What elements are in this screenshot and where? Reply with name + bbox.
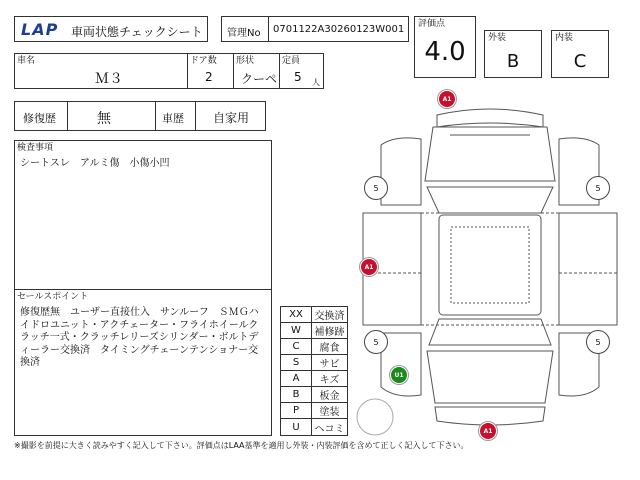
damage-legend xyxy=(280,306,348,436)
legend-row: XX 交換済 xyxy=(281,307,347,323)
damage-marker-rear: A1 xyxy=(479,422,497,440)
tire-rear-left: 5 xyxy=(364,330,388,354)
footer-note: ※撮影を前提に大きく読みやすく記入して下さい。評価点はLAA基準を適用し外装・内装評価を含めて正しく記入して下さい。 xyxy=(14,441,469,450)
car-diagram xyxy=(355,95,625,437)
score-label: 評価点 xyxy=(418,19,446,29)
legend-row: S サビ xyxy=(281,355,347,371)
tire-rear-right: 5 xyxy=(586,330,610,354)
exterior-label: 外装 xyxy=(488,33,507,43)
inspection-box xyxy=(14,140,272,436)
vehicle-category-label: 車歴 xyxy=(162,112,184,125)
interior-grade-box xyxy=(551,30,609,78)
score-value: 4.0 xyxy=(424,37,466,67)
legend-row: B 板金 xyxy=(281,387,347,403)
selling-points-label: セールスポイント xyxy=(17,292,89,302)
history-row xyxy=(14,101,266,131)
shape-label: 形状 xyxy=(236,56,255,66)
legend-row: A キズ xyxy=(281,371,347,387)
capacity-value: 5 xyxy=(294,70,302,84)
inspection-text: シートスレ アルミ傷 小傷小凹 xyxy=(20,158,170,169)
car-name: Ｍ３ xyxy=(95,71,123,87)
damage-marker-left-rear: U1 xyxy=(390,366,408,384)
legend-row: W 補修跡 xyxy=(281,323,347,339)
doors-label: ドア数 xyxy=(190,56,217,66)
tire-front-right: 5 xyxy=(586,176,610,200)
damage-marker-left-side: A1 xyxy=(360,258,378,276)
legend-row: C 腐食 xyxy=(281,339,347,355)
selling-points-text: 修復歴無 ユーザー直接仕入 サンルーフ ＳＭＧハイドロユニット・アクチェーター・フライホイールクラッチ一式・クラッチレリーズシリンダー・ボルトディーラー交換済 タイミングチェーンテンショナー交換済 xyxy=(20,307,259,368)
repair-history-value: 無 xyxy=(97,111,111,127)
repair-history-label: 修復歴 xyxy=(23,112,56,125)
exterior-grade: B xyxy=(506,51,520,72)
vehicle-info-row xyxy=(14,53,324,89)
interior-grade: C xyxy=(573,51,587,72)
damage-marker-front: A1 xyxy=(438,90,456,108)
inspection-label: 検査事項 xyxy=(17,143,54,153)
management-number: 0701122A30260123W001 xyxy=(273,24,405,35)
management-number-label: 管理No xyxy=(227,28,261,39)
legend-row: P 塗装 xyxy=(281,403,347,419)
legend-row: U ヘコミ xyxy=(281,419,347,435)
doors-value: 2 xyxy=(205,70,213,84)
interior-label: 内装 xyxy=(555,33,574,43)
title-box xyxy=(14,16,208,42)
shape-value: クーペ xyxy=(241,72,278,86)
capacity-unit: 人 xyxy=(312,78,320,87)
logo: LAP xyxy=(21,20,59,39)
car-name-label: 車名 xyxy=(17,56,36,66)
tire-front-left: 5 xyxy=(364,176,388,200)
exterior-grade-box xyxy=(484,30,542,78)
score-box xyxy=(414,16,476,78)
management-number-box xyxy=(221,16,409,42)
vehicle-category-value: 自家用 xyxy=(213,111,250,125)
capacity-label: 定員 xyxy=(282,56,301,66)
sheet-title: 車両状態チェックシート xyxy=(71,25,203,39)
